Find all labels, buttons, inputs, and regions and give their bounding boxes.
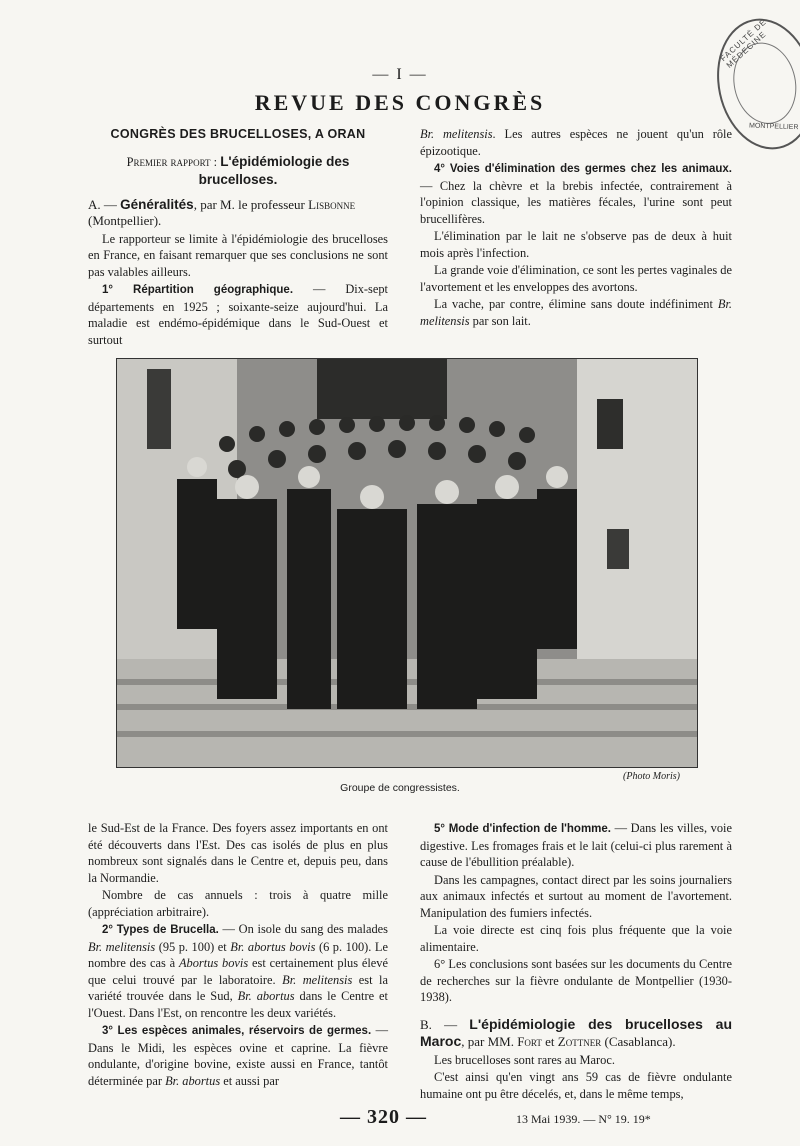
left-column-top bbox=[88, 126, 388, 349]
subsection-b-and: et bbox=[541, 1034, 558, 1049]
paragraph: Nombre de cas annuels : trois à quatre mille (appréciation arbitraire). bbox=[88, 888, 388, 919]
paragraph-text: (95 p. 100) et bbox=[155, 939, 231, 954]
species-name: Br. melitensis bbox=[420, 297, 732, 328]
species-name: Abortus bovis bbox=[178, 956, 249, 970]
paragraph bbox=[420, 126, 732, 159]
right-column-top bbox=[420, 126, 732, 330]
paragraph: le Sud-Est de la France. Des foyers assez importants en ont été découverts dans l'Est. Des cas isolés de plus en plus nombreux sont signalés dans le Centre et, depuis peu, dans la Normandie. bbox=[88, 821, 388, 885]
group-photo bbox=[116, 358, 698, 768]
stamp-bottom-text: MONTPELLIER bbox=[748, 122, 799, 132]
paragraph-head: 3° Les espèces animales, réservoirs de germes. bbox=[102, 1025, 372, 1037]
paragraph-text: — Dans les villes, voie digestive. Les fromages frais et le lait (celui-ci plus rarement à cause de l'ébullition préalable). bbox=[420, 821, 732, 869]
species-name: Br. melitensis bbox=[420, 127, 493, 141]
paragraph-types bbox=[88, 921, 388, 1021]
subsection-b-author: Fort bbox=[517, 1034, 542, 1049]
species-name: Br. melitensis bbox=[282, 972, 353, 987]
paragraph-text: — Chez la chèvre et la brebis infectée, contrairement à l'opinion classique, les matières fécales, l'urine sont peut brucellifères. bbox=[420, 178, 732, 226]
paragraph-text: (6 p. 100). Le nombre des cas à bbox=[88, 939, 388, 970]
paragraph: La grande voie d'élimination, ce sont les pertes vaginales de l'avortement et les enveloppes des avortons. bbox=[420, 263, 732, 294]
subsection-b-label: B. — bbox=[420, 1016, 470, 1032]
subsection-b-author: Zottner bbox=[557, 1034, 602, 1049]
section-page-marker: — I — bbox=[372, 66, 428, 83]
paragraph-text: et aussi par bbox=[220, 1073, 279, 1088]
right-column-bottom bbox=[420, 820, 732, 1103]
subsection-b-title: L'épidémiologie des brucelloses au Maroc bbox=[420, 1015, 733, 1049]
section-title: REVUE DES CONGRÈS bbox=[254, 90, 546, 115]
paragraph-text: est certainement plus élevé que celui trouvé par le laboratoire. bbox=[88, 956, 388, 987]
rapport-prefix: Premier rapport : bbox=[126, 154, 218, 169]
paragraph-reservoirs bbox=[88, 1022, 388, 1089]
stamp-top-text: FACULTÉ DE MÉDECINE bbox=[718, 17, 769, 70]
paragraph-head: 1° Répartition géographique. bbox=[102, 284, 294, 296]
subsection-a-heading bbox=[88, 197, 388, 230]
paragraph-text: — On isole du sang des malades bbox=[218, 922, 388, 936]
paragraph: C'est ainsi qu'en vingt ans 59 cas de fièvre ondulante humaine ont pu être décelés, et, dans le même temps, bbox=[420, 1070, 732, 1101]
paragraph-infection bbox=[420, 820, 732, 871]
paragraph: Les brucelloses sont rares au Maroc. bbox=[434, 1052, 615, 1067]
paragraph-text: par son lait. bbox=[469, 313, 531, 328]
species-name: Br. abortus bbox=[237, 989, 295, 1003]
paragraph bbox=[420, 296, 732, 329]
paragraph-head: 5° Mode d'infection de l'homme. bbox=[434, 823, 611, 835]
congress-title: CONGRÈS DES BRUCELLOSES, A ORAN bbox=[110, 127, 366, 141]
paragraph-text: dans le Centre et l'Ouest. Dans l'Est, on rencontre les deux variétés. bbox=[88, 989, 388, 1020]
issue-date: 13 Mai 1939. — N° 19. 19* bbox=[516, 1112, 651, 1126]
paragraph-head: 2° Types de Brucella. bbox=[102, 924, 219, 936]
paragraph: Dans les campagnes, contact direct par les soins journaliers aux animaux infectés et surtout au moment de l'avortement. Manipulation des fumiers infectés. bbox=[420, 872, 732, 920]
subsection-b-place: (Casablanca). bbox=[601, 1034, 676, 1049]
subsection-a-title: Généralités bbox=[120, 196, 194, 212]
subsection-b-heading bbox=[420, 1016, 732, 1051]
species-name: Br. abortus bbox=[165, 1073, 221, 1088]
paragraph-text: — Dix-sept départements en 1925 ; soixante-seize aujourd'hui. La maladie est endémo-épidémique dans le Sud-Ouest et surtout bbox=[88, 282, 388, 347]
paragraph-text: La vache, par contre, élimine sans doute indéfiniment bbox=[434, 297, 718, 311]
page-footer bbox=[0, 1106, 800, 1136]
paragraph-text: — Dans le Midi, les espèces ovine et caprine. La fièvre ondulante, d'origine bovine, existe aussi en France, tantôt déterminée par bbox=[88, 1023, 388, 1088]
rapport-heading bbox=[88, 153, 388, 189]
paragraph: Le rapporteur se limite à l'épidémiologie des brucelloses en France, en faisant remarquer que ses conclusions ne sont pas valables ailleurs. bbox=[88, 231, 388, 279]
page-number: — 320 — bbox=[340, 1106, 427, 1128]
paragraph: La voie directe est cinq fois plus fréquente que la voie alimentaire. bbox=[420, 923, 732, 954]
group-photo-illustration bbox=[117, 359, 697, 767]
paragraph: L'élimination par le lait ne s'observe pas de deux à huit mois après l'infection. bbox=[420, 229, 732, 260]
subsection-a-place: (Montpellier). bbox=[88, 213, 162, 228]
photo-caption: Groupe de congressistes. bbox=[340, 782, 460, 794]
species-name: Br. melitensis bbox=[88, 939, 156, 954]
species-name: Br. abortus bovis bbox=[230, 939, 316, 954]
paragraph-text: est la variété trouvée dans le Sud, bbox=[88, 972, 388, 1003]
left-column-bottom bbox=[88, 820, 388, 1090]
paragraph-text: . Les autres espèces ne jouent qu'un rôle épizootique. bbox=[420, 127, 732, 158]
paragraph-elimination bbox=[420, 160, 732, 227]
photo-credit: (Photo Moris) bbox=[623, 771, 680, 782]
paragraph-repartition bbox=[88, 281, 388, 348]
subsection-a-author: Lisbonne bbox=[308, 196, 356, 212]
paragraph: 6° Les conclusions sont basées sur les documents du Centre de recherches sur la fièvre ondulante de Montpellier (1930-1938). bbox=[420, 957, 732, 1004]
subsection-a-by: , par M. le professeur bbox=[193, 196, 309, 212]
rapport-title: L'épidémiologie des brucelloses. bbox=[198, 153, 350, 187]
subsection-a-label: A. — bbox=[88, 196, 121, 212]
paragraph-head: 4° Voies d'élimination des germes chez les animaux. bbox=[434, 163, 732, 175]
subsection-b-by: , par MM. bbox=[461, 1034, 518, 1049]
